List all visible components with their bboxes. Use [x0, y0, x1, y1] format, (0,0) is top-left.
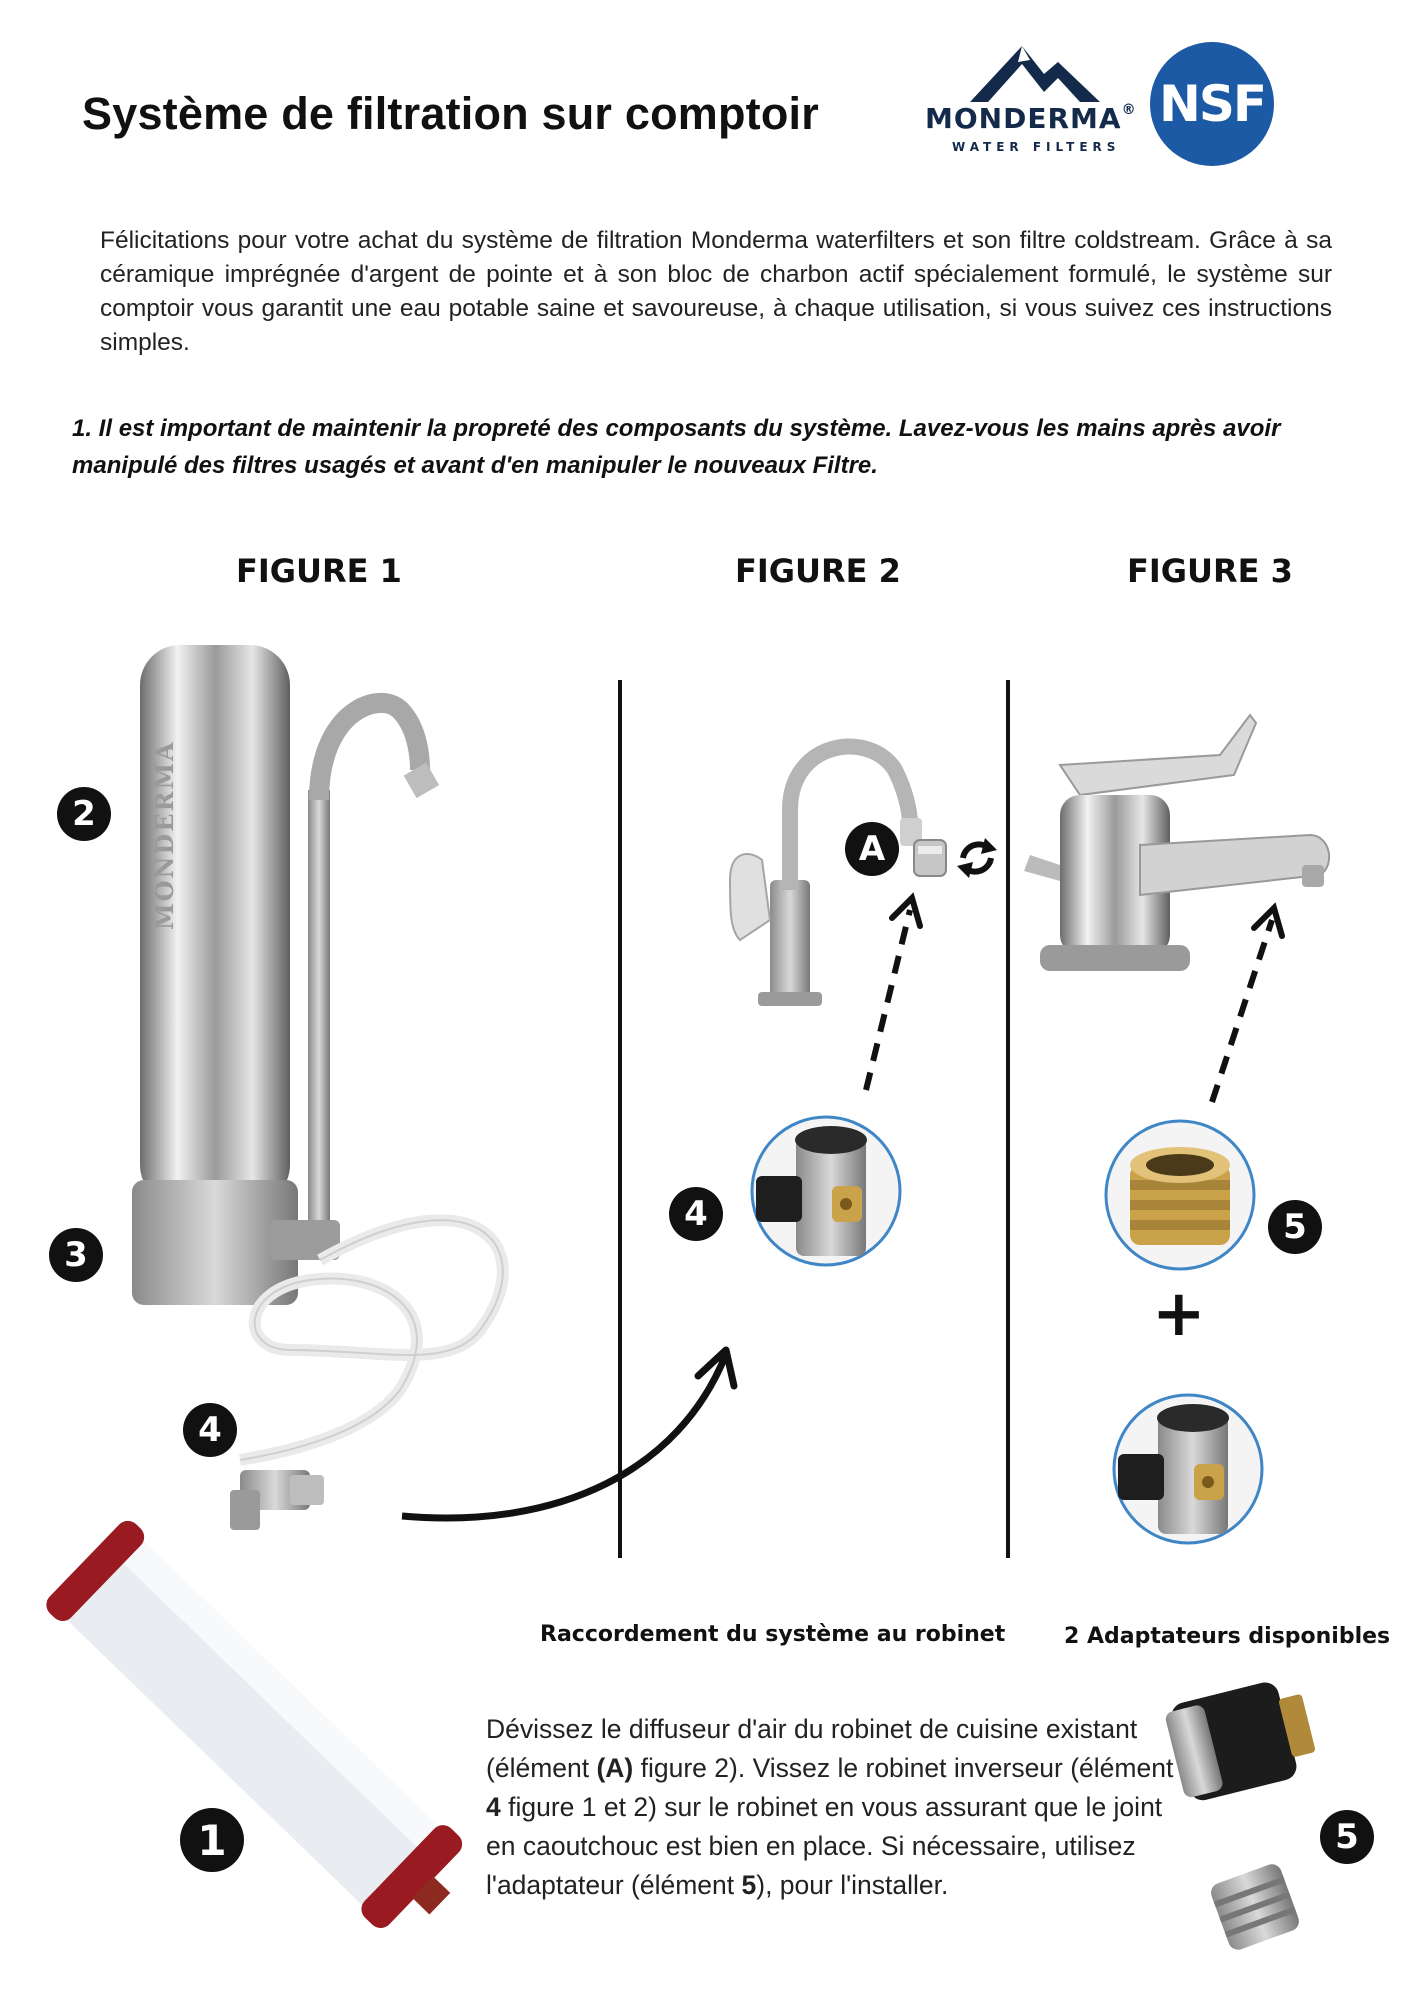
- rotate-icon: [955, 834, 999, 882]
- divider-right: [1006, 680, 1010, 1558]
- label-5-fig3-badge: 5: [1268, 1200, 1322, 1254]
- dashed-arrow-icon: [850, 890, 930, 1100]
- label-4-fig2-badge: 4: [669, 1187, 723, 1241]
- figure-1-heading: FIGURE 1: [236, 552, 402, 590]
- label-a-badge: A: [845, 822, 899, 876]
- nsf-label: NSF: [1158, 75, 1265, 133]
- curved-arrow-icon: [400, 1340, 780, 1540]
- instructions-bold-a: (A): [596, 1753, 634, 1783]
- diverter-closeup-fig3-image: [1108, 1384, 1268, 1554]
- intro-paragraph: Félicitations pour votre achat du système de filtration Monderma waterfilters et son filtre coldstream. Grâce à sa céramique imprégnée d'argent de pointe et à son bloc de charbon actif spécialement formulé, le système sur comptoir vous garantit une eau potable saine et savoureuse, à chaque utilisation, si vous suivez ces instructions simples.: [100, 227, 1332, 356]
- adapters-caption: 2 Adaptateurs disponibles: [1064, 1624, 1391, 1649]
- figure-2-heading: FIGURE 2: [735, 552, 901, 590]
- brass-adapter-image: [1100, 1110, 1260, 1280]
- instructions-part-4: ), pour l'installer.: [756, 1870, 949, 1900]
- housing-engraving: MONDERMA: [150, 740, 179, 930]
- instructions-part-2: figure 2). Vissez le robinet inverseur (élément: [633, 1753, 1174, 1783]
- brand-tagline: WATER FILTERS: [952, 140, 1121, 154]
- label-5-adapters-badge: 5: [1320, 1810, 1374, 1864]
- label-4-badge: 4: [183, 1403, 237, 1457]
- filter-cartridge-image: [30, 1520, 490, 1940]
- important-note: 1. Il est important de maintenir la propreté des composants du système. Lavez-vous les mains après avoir manipulé des filtres usagés et avant d'en manipuler le nouveaux Filtre.: [72, 415, 1281, 479]
- dashed-arrow-fig3-icon: [1200, 900, 1290, 1110]
- mountain-icon: [940, 40, 1140, 110]
- instructions-part-3: figure 1 et 2) sur le robinet en vous assurant que le joint en caoutchouc est bien en place. Si nécessaire, utilisez l'adaptateur (élément: [486, 1792, 1163, 1900]
- figure-3-heading: FIGURE 3: [1127, 552, 1293, 590]
- instructions-bold-4: 4: [486, 1792, 501, 1822]
- label-2-badge: 2: [57, 787, 111, 841]
- chrome-adapter-image: [1200, 1852, 1310, 1962]
- registered-mark: ®: [1121, 102, 1137, 118]
- label-1-badge: 1: [180, 1808, 244, 1872]
- instructions-bold-5: 5: [741, 1870, 757, 1900]
- rubber-adapter-image: [1160, 1670, 1320, 1820]
- connection-caption: Raccordement du système au robinet: [540, 1622, 1006, 1647]
- aerator-icon: [910, 836, 950, 880]
- bathroom-tap-image: [1020, 705, 1340, 995]
- nsf-badge: [1150, 42, 1274, 166]
- page-title: Système de filtration sur comptoir: [82, 88, 819, 139]
- diverter-closeup-image: [746, 1106, 906, 1276]
- monderma-logo: [920, 40, 1140, 160]
- plus-sign: +: [1152, 1277, 1206, 1351]
- brand-name: MONDERMA: [925, 102, 1122, 135]
- installation-instructions: [486, 1710, 1176, 1905]
- instructions-part-1: Dévissez le diffuseur d'air du robinet de cuisine existant (élément: [486, 1714, 1138, 1783]
- label-3-badge: 3: [49, 1228, 103, 1282]
